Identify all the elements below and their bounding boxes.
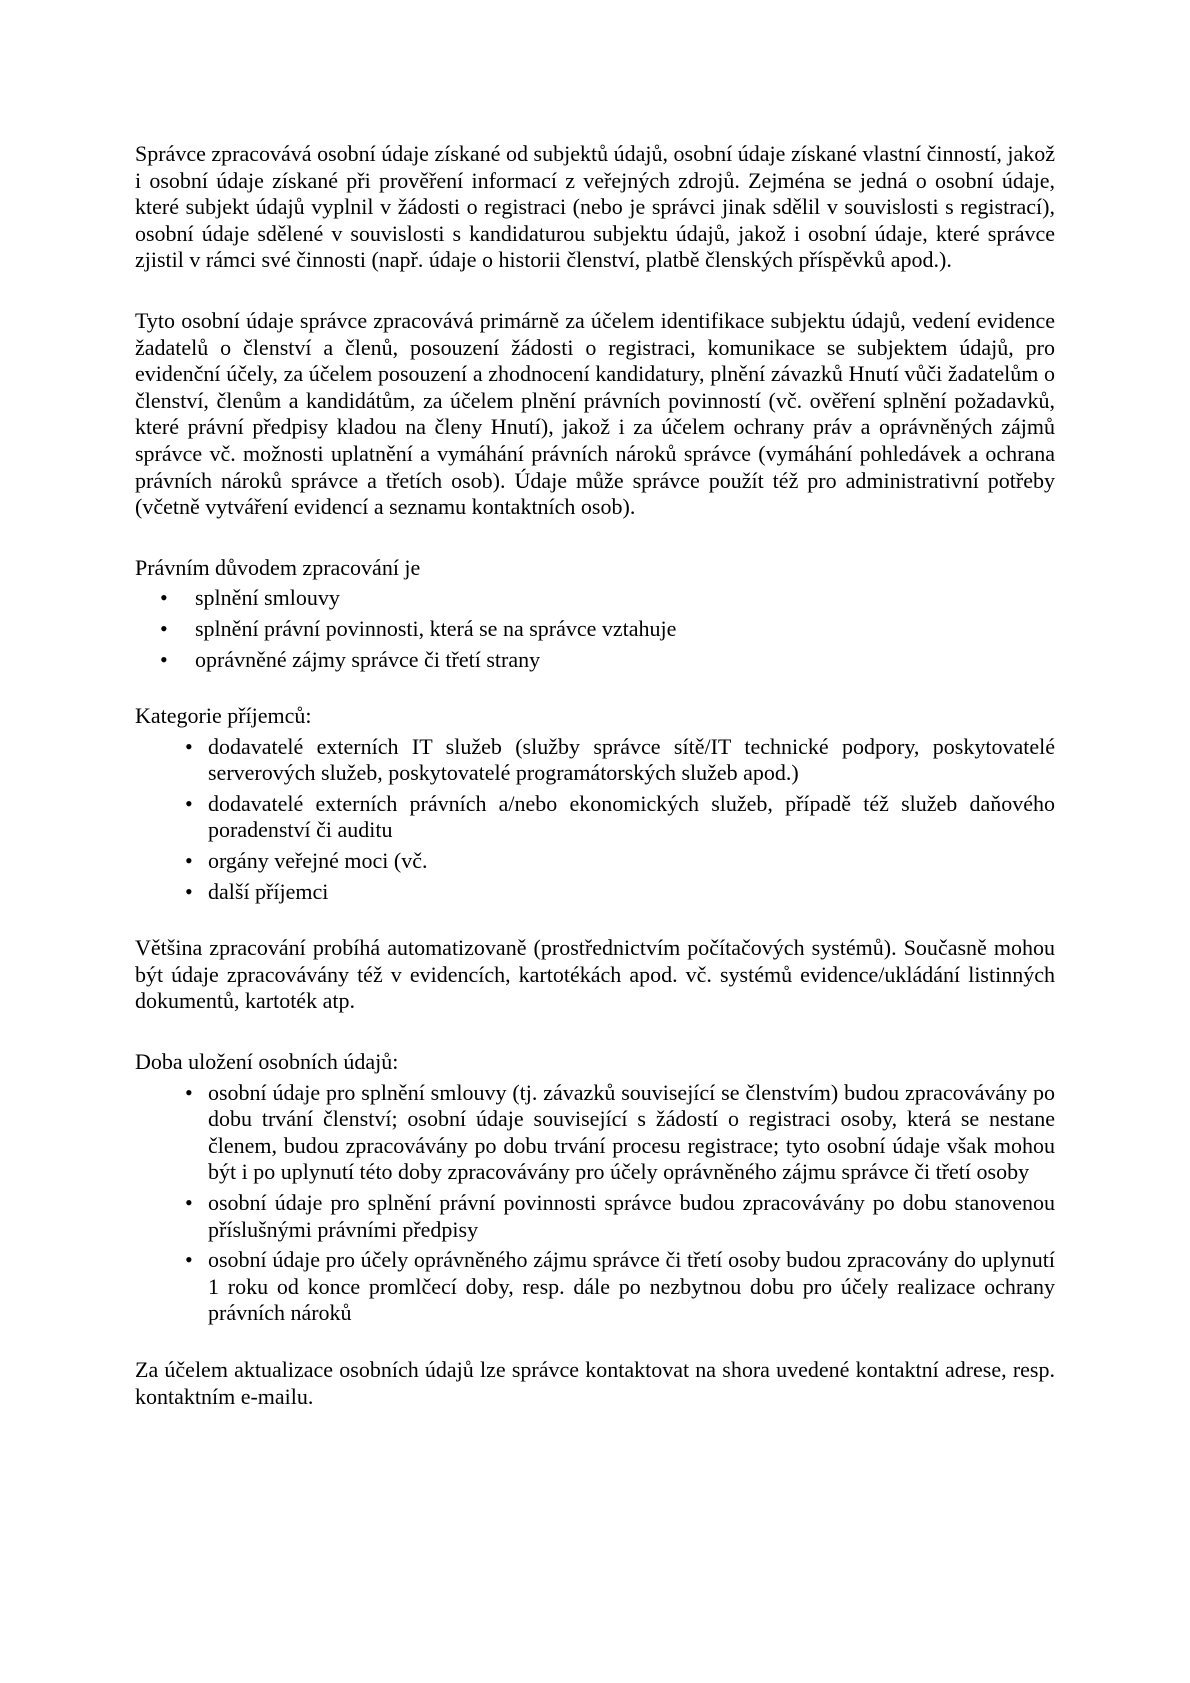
paragraph-processing-purposes: Tyto osobní údaje správce zpracovává primárně za účelem identifikace subjektu údajů, vedení evidence žadatelů o členství a členů, posouzení žádosti o registraci, komunikace se subjektem údajů, pro evidenční účely, za účelem posouzení a zhodnocení kandidatury, plnění závazků Hnutí vůči žadatelům o členství, členům a kandidátům, za účelem plnění právních povinností (vč. ověření splnění požadavků, které právní předpisy kladou na členy Hnutí), jakož i za účelem ochrany práv a oprávněných zájmů správce vč. možnosti uplatnění a vymáhání právních nároků správce (vymáhání pohledávek a ochrana právních nároků správce a třetích osob). Údaje může správce použít též pro administrativní potřeby (včetně vytváření evidencí a seznamu kontaktních osob). [135,307,1055,520]
legal-basis-list [135,585,1055,673]
list-item: • osobní údaje pro účely oprávněného zájmu správce či třetí osoby budou zpracovány do uplynutí 1 roku od konce promlčecí doby, resp. dále po nezbytnou dobu pro účely realizace ochrany právních nároků [135,1247,1055,1327]
paragraph-automated-processing: Většina zpracování probíhá automatizovaně (prostřednictvím počítačových systémů). Současně mohou být údaje zpracovávány též v evidencích, kartotékách apod. vč. systémů evidence/ukládání listinných dokumentů, kartoték atp. [135,935,1055,1014]
paragraph-data-sources: Správce zpracovává osobní údaje získané od subjektů údajů, osobní údaje získané vlastní činností, jakož i osobní údaje získané při prověření informací z veřejných zdrojů. Zejména se jedná o osobní údaje, které subjekt údajů vyplnil v žádosti o registraci (nebo je správci jinak sdělil v souvislosti s registrací), osobní údaje sdělené v souvislosti s kandidaturou subjektu údajů, jakož i osobní údaje, které správce zjistil v rámci své činnosti (např. údaje o historii členství, platbě členských příspěvků apod.). [135,141,1055,273]
list-item: • dodavatelé externích IT služeb (služby správce sítě/IT technické podpory, poskytovatelé serverových služeb, poskytovatelé programátorských služeb apod.) [135,734,1055,787]
heading-recipient-categories: Kategorie příjemců: [135,703,312,729]
paragraph-contact-update: Za účelem aktualizace osobních údajů lze správce kontaktovat na shora uvedené kontaktní adrese, resp. kontaktním e-mailu. [135,1356,1055,1409]
list-item: • dodavatelé externích právních a/nebo ekonomických služeb, případě též služeb daňového poradenství či auditu [135,791,1055,844]
heading-retention-period: Doba uložení osobních údajů: [135,1049,399,1075]
heading-legal-basis: Právním důvodem zpracování je [135,554,421,580]
list-item: • oprávněné zájmy správce či třetí strany [135,647,1055,674]
retention-period-list [135,1080,1055,1327]
list-item: • osobní údaje pro splnění právní povinnosti správce budou zpracovávány po dobu stanovenou příslušnými právními předpisy [135,1190,1055,1243]
list-item: • osobní údaje pro splnění smlouvy (tj. závazků související se členstvím) budou zpracovávány po dobu trvání členství; osobní údaje související s žádostí o registraci osoby, která se nestane členem, budou zpracovávány po dobu trvání procesu registrace; tyto osobní údaje však mohou být i po uplynutí této doby zpracovávány pro účely oprávněného zájmu správce či třetí osoby [135,1080,1055,1186]
list-item: • splnění právní povinnosti, která se na správce vztahuje [135,616,1055,643]
recipient-categories-list [135,734,1055,906]
list-item: • orgány veřejné moci (vč. [135,848,1055,875]
list-item: • splnění smlouvy [135,585,1055,612]
list-item: • další příjemci [135,879,1055,906]
